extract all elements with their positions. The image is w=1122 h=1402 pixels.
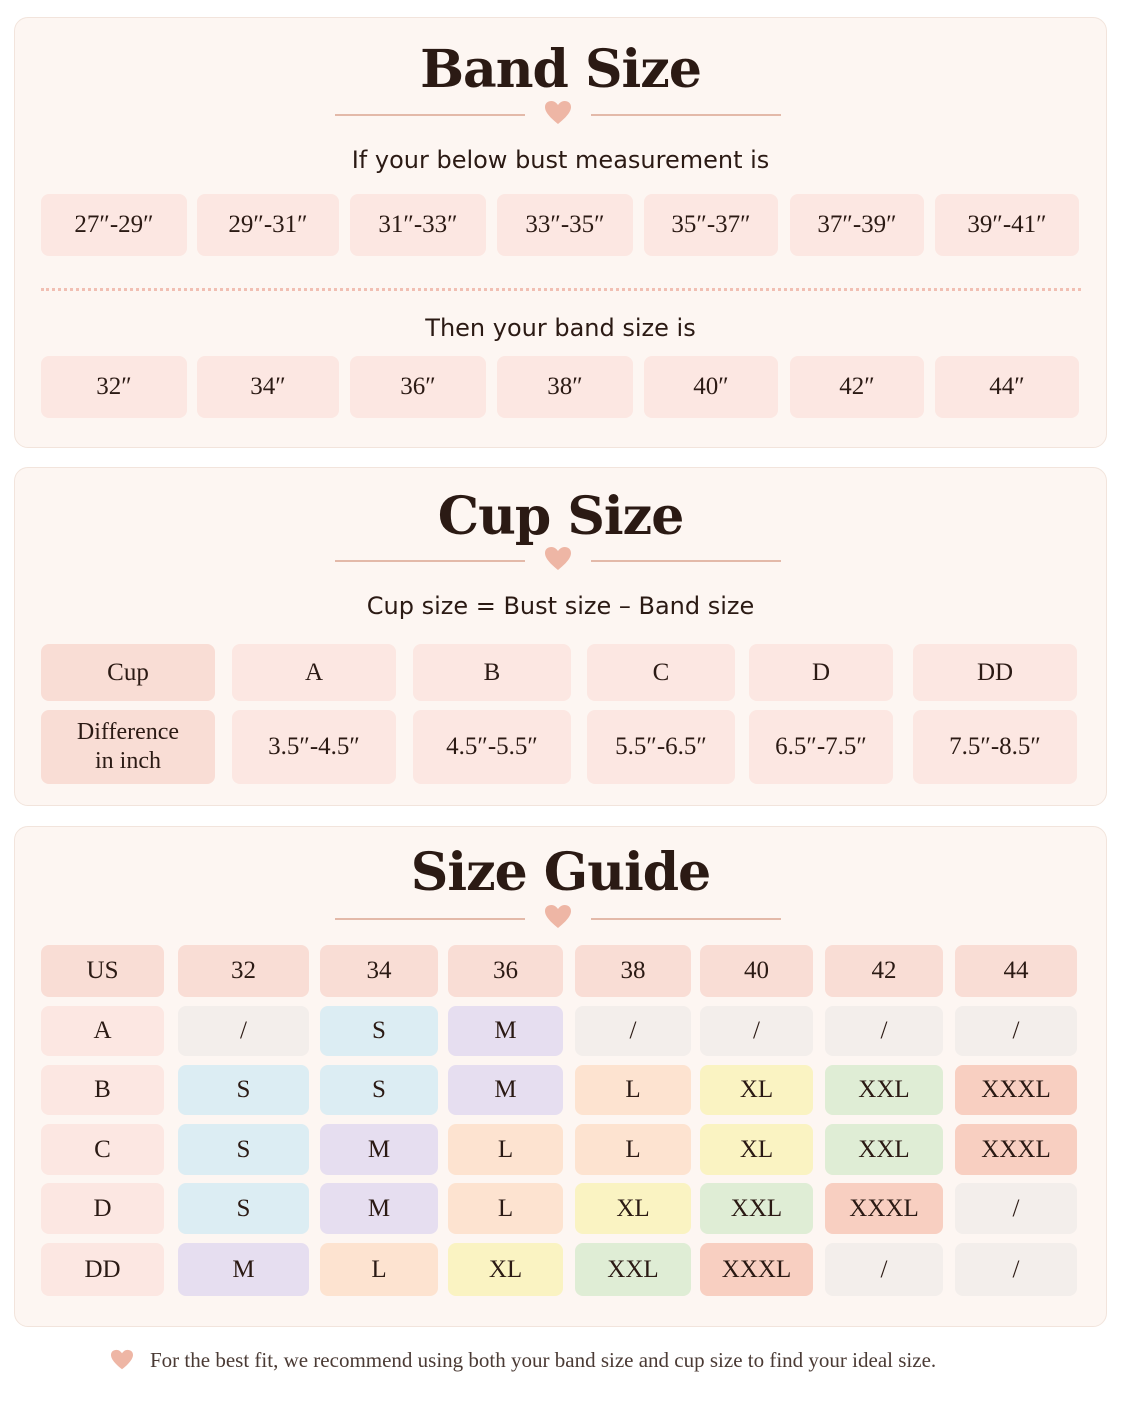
band-size-value: 38″ <box>497 356 633 418</box>
cup-formula: Cup size = Bust size – Band size <box>366 592 755 620</box>
cup-row-header: B <box>41 1065 164 1115</box>
size-cell: XXXL <box>825 1183 943 1234</box>
size-cell: XXXL <box>700 1243 813 1296</box>
size-cell: S <box>178 1065 309 1115</box>
cup-difference: 7.5″-8.5″ <box>913 710 1077 784</box>
footer-note <box>110 1346 936 1374</box>
size-cell: XXL <box>825 1124 943 1175</box>
size-cell: / <box>575 1006 691 1056</box>
size-cell: M <box>320 1124 438 1175</box>
cup-row-header: C <box>41 1124 164 1175</box>
cup-letter: B <box>413 644 571 701</box>
footer-text: For the best fit, we recommend using both your band size and cup size to find your ideal size. <box>150 1347 937 1372</box>
size-cell: XL <box>575 1183 691 1234</box>
difference-row-header: Difference in inch <box>41 710 215 784</box>
size-cell: / <box>955 1243 1077 1296</box>
band-size-panel <box>14 17 1107 448</box>
band-size-title: Band Size <box>420 39 701 100</box>
below-bust-range: 37″-39″ <box>790 194 924 256</box>
cup-size-panel <box>14 467 1107 806</box>
size-guide-title: Size Guide <box>410 842 711 903</box>
below-bust-range: 27″-29″ <box>41 194 187 256</box>
band-size-value: 42″ <box>790 356 924 418</box>
title-divider <box>335 546 781 576</box>
size-cell: S <box>178 1124 309 1175</box>
below-bust-range: 35″-37″ <box>644 194 778 256</box>
size-cell: M <box>178 1243 309 1296</box>
size-cell: S <box>320 1006 438 1056</box>
size-cell: L <box>575 1065 691 1115</box>
size-cell: / <box>825 1006 943 1056</box>
size-cell: S <box>320 1065 438 1115</box>
cup-difference: 4.5″-5.5″ <box>413 710 571 784</box>
size-cell: L <box>448 1124 563 1175</box>
band-size-value: 44″ <box>935 356 1079 418</box>
below-bust-range: 31″-33″ <box>350 194 486 256</box>
band-column-header: 38 <box>575 945 691 997</box>
size-cell: M <box>448 1065 563 1115</box>
below-bust-label: If your below bust measurement is <box>351 146 770 174</box>
below-bust-range: 33″-35″ <box>497 194 633 256</box>
heart-icon <box>544 546 572 572</box>
cup-row-header: A <box>41 1006 164 1056</box>
cup-letter: DD <box>913 644 1077 701</box>
band-size-value: 32″ <box>41 356 187 418</box>
size-cell: XXXL <box>955 1124 1077 1175</box>
band-column-header: 32 <box>178 945 309 997</box>
band-size-value: 40″ <box>644 356 778 418</box>
below-bust-range: 29″-31″ <box>197 194 339 256</box>
cup-letter: A <box>232 644 396 701</box>
cup-row-header: Cup <box>41 644 215 701</box>
band-size-value: 34″ <box>197 356 339 418</box>
heart-icon <box>544 904 572 930</box>
size-cell: L <box>320 1243 438 1296</box>
band-column-header: 44 <box>955 945 1077 997</box>
size-guide-corner: US <box>41 945 164 997</box>
dotted-separator <box>41 288 1081 291</box>
size-cell: XL <box>700 1124 813 1175</box>
heart-icon <box>110 1349 134 1371</box>
size-cell: L <box>575 1124 691 1175</box>
size-cell: / <box>955 1183 1077 1234</box>
cup-difference: 3.5″-4.5″ <box>232 710 396 784</box>
cup-size-title: Cup Size <box>437 486 684 547</box>
cup-letter: C <box>587 644 735 701</box>
size-cell: M <box>320 1183 438 1234</box>
size-guide-panel <box>14 826 1107 1327</box>
size-cell: / <box>700 1006 813 1056</box>
size-cell: / <box>178 1006 309 1056</box>
band-size-value: 36″ <box>350 356 486 418</box>
band-column-header: 34 <box>320 945 438 997</box>
size-cell: S <box>178 1183 309 1234</box>
band-column-header: 36 <box>448 945 563 997</box>
heart-icon <box>544 100 572 126</box>
cup-difference: 6.5″-7.5″ <box>749 710 893 784</box>
band-column-header: 40 <box>700 945 813 997</box>
size-cell: XXL <box>700 1183 813 1234</box>
cup-letter: D <box>749 644 893 701</box>
title-divider <box>335 100 781 130</box>
size-cell: / <box>955 1006 1077 1056</box>
band-size-label: Then your band size is <box>425 314 696 342</box>
size-cell: XL <box>700 1065 813 1115</box>
size-cell: XXXL <box>955 1065 1077 1115</box>
title-divider <box>335 904 781 934</box>
size-cell: XXL <box>825 1065 943 1115</box>
cup-row-header: D <box>41 1183 164 1234</box>
below-bust-range: 39″-41″ <box>935 194 1079 256</box>
band-column-header: 42 <box>825 945 943 997</box>
size-cell: L <box>448 1183 563 1234</box>
cup-row-header: DD <box>41 1243 164 1296</box>
size-cell: M <box>448 1006 563 1056</box>
cup-difference: 5.5″-6.5″ <box>587 710 735 784</box>
size-cell: XXL <box>575 1243 691 1296</box>
size-cell: XL <box>448 1243 563 1296</box>
size-cell: / <box>825 1243 943 1296</box>
